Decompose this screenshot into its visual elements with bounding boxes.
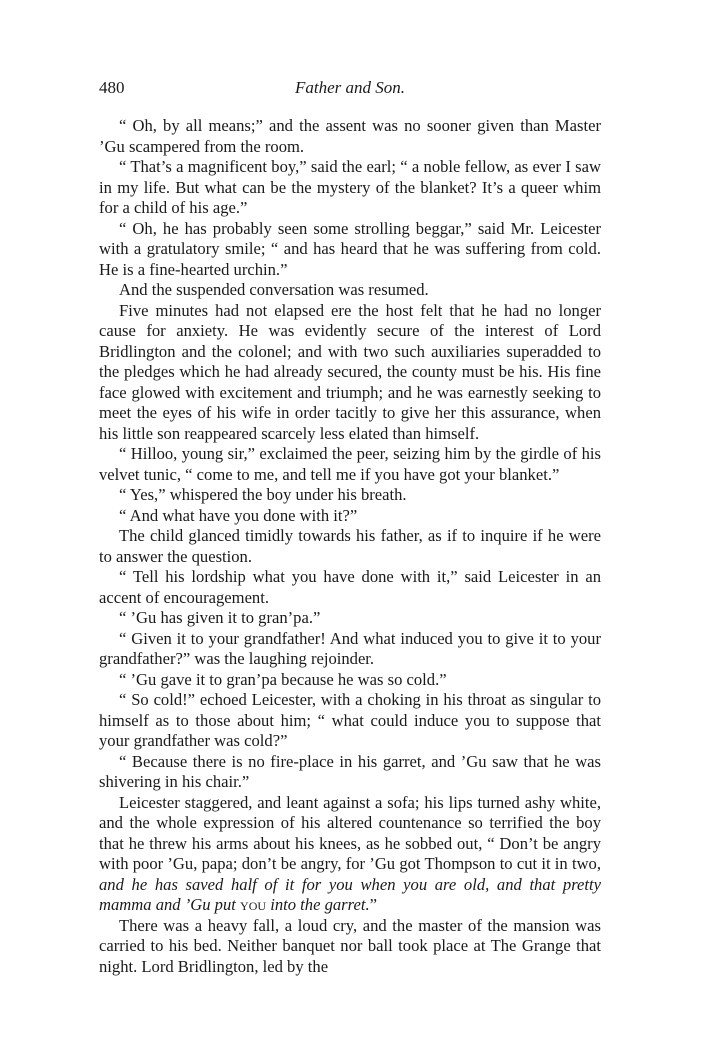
paragraph <box>99 444 601 485</box>
text-segment: And the suspended conversation was resumed. <box>119 280 429 299</box>
text-segment: you <box>240 895 267 914</box>
text-segment: “ Yes,” whispered the boy under his breath. <box>119 485 407 504</box>
running-title: Father and Son. <box>294 78 406 97</box>
text-segment: “ So cold!” echoed Leicester, with a choking in his throat as singular to himself as to those about him; “ what could induce you to suppose that your grandfather was cold?” <box>99 690 601 750</box>
paragraph <box>99 116 601 157</box>
body-text <box>99 116 601 977</box>
text-segment: “ Oh, he has probably seen some strolling beggar,” said Mr. Leicester with a gratulatory smile; “ and has heard that he was suffering from cold. He is a fine-hearted urchin.” <box>99 218 601 279</box>
paragraph <box>99 567 601 608</box>
paragraph <box>99 793 601 916</box>
paragraph <box>99 916 601 978</box>
paragraph <box>99 670 601 691</box>
text-segment: “ Given it to your grandfather! And what induced you to give it to your grandfather?” was the laughing rejoinder. <box>99 628 601 668</box>
paragraph <box>99 157 601 219</box>
text-segment: “ And what have you done with it?” <box>119 505 358 525</box>
paragraph <box>99 301 601 445</box>
text-segment: “ ’Gu has given it to gran’pa.” <box>119 608 321 627</box>
text-segment: “ Tell his lordship what you have done with it,” said Leicester in an accent of encouragement. <box>99 567 601 607</box>
paragraph <box>99 629 601 670</box>
paragraph <box>99 506 601 527</box>
paragraph <box>99 608 601 629</box>
text-segment: “ Because there is no fire-place in his garret, and ’Gu saw that he was shivering in his chair.” <box>99 751 601 791</box>
paragraph <box>99 752 601 793</box>
text-segment: “ Hilloo, young sir,” exclaimed the peer, seizing him by the girdle of his velvet tunic, “ come to me, and tell me if you have got your blanket.” <box>99 444 601 484</box>
text-segment: “ ’Gu gave it to gran’pa because he was so cold.” <box>119 669 447 689</box>
text-segment: and he has saved half of it for you when you are old, and that pretty mamma and ’Gu put <box>99 874 601 914</box>
page-number: 480 <box>99 78 125 97</box>
paragraph <box>99 219 601 281</box>
text-segment: There was a heavy fall, a loud cry, and the master of the mansion was carried to his bed. Neither banquet nor ball took place at The Grange that night. Lord Bridlington, led by the <box>99 915 601 976</box>
text-segment: The child glanced timidly towards his father, as if to inquire if he were to answer the question. <box>99 526 601 566</box>
text-segment: Five minutes had not elapsed ere the host felt that he had no longer cause for anxiety. He was evidently secure of the interest of Lord Bridlington and the colonel; and with two such auxiliaries superadded to the pledges which he had already secured, the county must be his. His fine face glowed with excitement and triumph; and he was earnestly seeking to meet the eyes of his wife in order tacitly to give her this assurance, when his little son reappeared scarcely less elated than himself. <box>99 300 601 443</box>
paragraph <box>99 485 601 506</box>
page-header <box>99 78 601 100</box>
paragraph <box>99 526 601 567</box>
paragraph <box>99 280 601 301</box>
text-segment: “ That’s a magnificent boy,” said the earl; “ a noble fellow, as ever I saw in my life. But what can be the mystery of the blanket? It’s a queer whim for a child of his age.” <box>99 157 601 217</box>
text-segment: ” <box>369 895 377 914</box>
text-segment: into the garret. <box>270 895 370 914</box>
text-segment: Leicester staggered, and leant against a sofa; his lips turned ashy white, and the whole expression of his altered countenance so terrified the boy that he threw his arms about his knees, as he sobbed out, “ Don’t be angry with poor ’Gu, papa; don’t be angry, for ’Gu got Thompson to cut it in two, <box>99 792 601 873</box>
text-segment: “ Oh, by all means;” and the assent was no sooner given than Master ’Gu scampered from the room. <box>99 116 601 156</box>
paragraph <box>99 690 601 752</box>
